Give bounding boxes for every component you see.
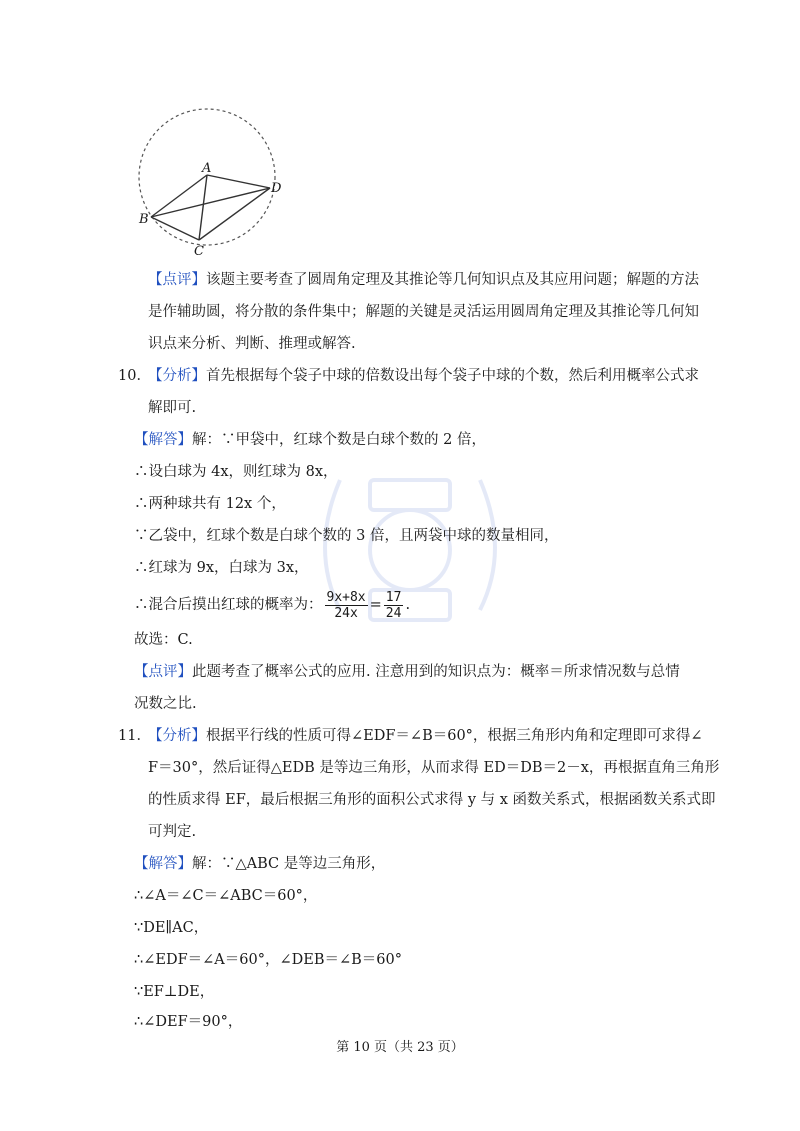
q9-review-line-1: 【点评】该题主要考查了圆周角定理及其推论等几何知识点及其应用问题；解题的方法 (148, 272, 699, 288)
q11-analysis-tag: 【分析】 (148, 728, 206, 744)
q9-review-line-3: 识点来分析、判断、推理或解答. (148, 336, 356, 352)
q11-step-4: ∴∠EDF＝∠A＝60°，∠DEB＝∠B＝60° (134, 952, 402, 968)
q10-step-5: ∴红球为 9x，白球为 3x， (134, 560, 309, 576)
q10-analysis-line-1: 【分析】首先根据每个袋子中球的倍数设出每个袋子中球的个数，然后利用概率公式求 (148, 368, 699, 384)
fraction-1: $\frac{9x+8x}{24x}$ (326, 589, 366, 621)
q10-review-line-1: 【点评】此题考查了概率公式的应用. 注意用到的知识点为：概率＝所求情况数与总情 (134, 664, 680, 680)
q10-step-2: ∴设白球为 4x，则红球为 8x， (134, 464, 338, 480)
q10-number: 10． (118, 368, 151, 384)
label-d: D (271, 181, 282, 196)
q10-step-6: ∴混合后摸出红球的概率为： $\frac{9x+8x}{24x}$ = $\frac{17}{24}$ . (134, 589, 411, 621)
q11-analysis-line-3: 的性质求得 EF，最后根据三角形的面积公式求得 y 与 x 函数关系式，根据函数关系式即 (148, 792, 716, 808)
q11-step-6: ∴∠DEF＝90°， (134, 1014, 243, 1030)
q11-analysis-line-4: 可判定. (148, 824, 197, 840)
label-c: C (194, 244, 204, 257)
segment-bd (151, 188, 270, 217)
label-b: B (139, 212, 149, 227)
q11-answer-line-1: 【解答】解：∵△ABC 是等边三角形， (134, 856, 386, 872)
q10-step-4: ∵乙袋中，红球个数是白球个数的 3 倍，且两袋中球的数量相同， (134, 528, 559, 544)
q10-analysis-line-2: 解即可. (148, 400, 197, 416)
segment-ad (207, 175, 270, 188)
q10-choice: 故选：C. (134, 632, 193, 648)
page-footer: 第 10 页（共 23 页） (336, 1040, 464, 1055)
q11-step-3: ∵DE∥AC， (134, 920, 209, 936)
geometry-figure (130, 92, 290, 257)
q9-review-tag: 【点评】 (148, 272, 206, 288)
segment-ac (199, 175, 207, 240)
fraction-2: $\frac{17}{24}$ (385, 589, 402, 621)
q11-analysis-line-1: 【分析】根据平行线的性质可得∠EDF＝∠B＝60°，根据三角形内角和定理即可求得∠ (148, 728, 703, 744)
q11-answer-tag: 【解答】 (134, 856, 192, 872)
q10-review-tag: 【点评】 (134, 664, 192, 680)
q9-review-line-2: 是作辅助圆，将分散的条件集中；解题的关键是灵活运用圆周角定理及其推论等几何知 (148, 304, 699, 320)
q10-step-3: ∴两种球共有 12x 个， (134, 496, 286, 512)
segment-cd (199, 188, 270, 240)
q10-answer-line-1: 【解答】解：∵甲袋中，红球个数是白球个数的 2 倍， (134, 432, 486, 448)
q10-analysis-tag: 【分析】 (148, 368, 206, 384)
label-a: A (202, 161, 212, 176)
q11-analysis-line-2: F＝30°，然后证得△EDB 是等边三角形，从而求得 ED＝DB＝2－x，再根据直角三角形 (148, 760, 720, 776)
q11-step-2: ∴∠A＝∠C＝∠ABC＝60°， (134, 888, 318, 904)
q10-answer-tag: 【解答】 (134, 432, 192, 448)
q10-review-line-2: 况数之比. (134, 696, 197, 712)
q11-step-5: ∵EF⊥DE， (134, 984, 215, 1000)
q11-number: 11． (118, 728, 151, 744)
